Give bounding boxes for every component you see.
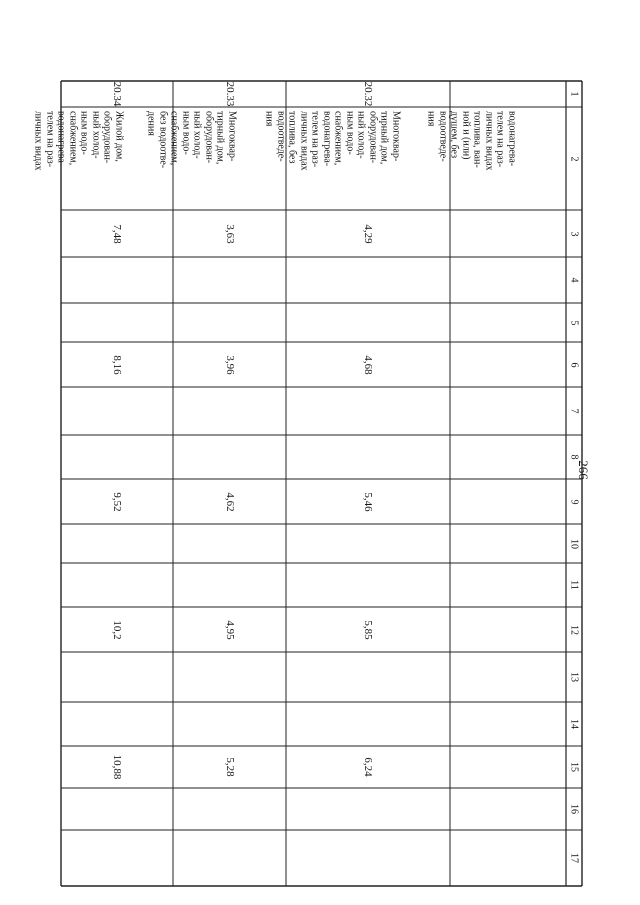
row-code-cell — [173, 81, 286, 107]
rate-value: 10,88 — [111, 754, 123, 780]
value-cell-c12 — [173, 607, 286, 652]
column-number-header — [566, 652, 582, 702]
description-line: снабжением, — [67, 111, 79, 166]
description-line: дения — [146, 111, 157, 136]
value-cell-c3 — [286, 210, 450, 257]
row-code: 20.33 — [223, 81, 236, 107]
description-line: ным водо- — [79, 111, 90, 155]
column-number-header — [566, 746, 582, 788]
rate-value: 6,24 — [362, 757, 374, 777]
value-cell-c15 — [173, 746, 286, 788]
continuation-line: топлива, ван- — [472, 111, 483, 168]
rate-value: 4,68 — [362, 354, 374, 375]
row-code: 20.32 — [362, 81, 374, 107]
column-number: 13 — [568, 672, 580, 682]
description-line: ным водо- — [180, 111, 192, 155]
column-number: 16 — [568, 804, 580, 814]
value-cell-c9 — [286, 479, 450, 524]
continuation-line: душем, без — [449, 111, 460, 159]
description-line: ный холод- — [356, 111, 367, 159]
description-line: оборудован- — [367, 111, 379, 164]
rate-value: 4,95 — [223, 619, 236, 640]
column-number-header — [566, 830, 582, 886]
column-number: 17 — [568, 853, 580, 863]
column-number-header — [566, 257, 582, 303]
column-number: 12 — [568, 624, 580, 635]
description-line: Многоквар- — [226, 111, 238, 162]
description-line: телем на раз- — [44, 111, 56, 168]
row-code-cell — [286, 81, 450, 107]
description-line: ный холод- — [90, 111, 102, 159]
rate-table — [33, 81, 582, 886]
column-number: 3 — [568, 231, 580, 236]
column-number-header — [566, 702, 582, 746]
rate-value: 3,96 — [223, 354, 236, 375]
description-line: водонагрева- — [321, 111, 333, 167]
continuation-description — [426, 107, 566, 210]
value-cell-c15 — [286, 746, 450, 788]
column-number: 9 — [568, 499, 580, 504]
description-line: без водоотве- — [157, 111, 169, 169]
description-line: водоотведе- — [275, 111, 287, 162]
rate-value: 5,28 — [223, 757, 236, 777]
column-number-header — [566, 788, 582, 830]
rate-value: 5,46 — [362, 491, 374, 512]
row-description — [33, 111, 125, 208]
rate-value: 9,52 — [111, 491, 123, 512]
description-line: тирный дом, — [215, 111, 226, 165]
column-number: 14 — [568, 719, 580, 729]
column-number: 6 — [568, 362, 580, 367]
value-cell-c6 — [286, 342, 450, 387]
continuation-line: водоотведе- — [437, 111, 449, 162]
rate-value: 7,48 — [111, 223, 123, 244]
description-line: снабжением, — [333, 111, 344, 166]
column-number-header — [566, 81, 582, 107]
row-code-cell — [61, 81, 173, 107]
description-line: топлива, без — [287, 111, 298, 164]
column-number: 2 — [568, 156, 580, 161]
column-number: 11 — [568, 580, 580, 590]
description-line: личных видах — [298, 111, 310, 171]
description-line: снабжением, — [169, 111, 180, 166]
column-number-header — [566, 303, 582, 342]
value-cell-c15 — [61, 746, 173, 788]
rate-value: 5,85 — [362, 619, 374, 640]
value-cell-c3 — [61, 210, 173, 257]
column-number-header — [566, 607, 582, 652]
description-line: ным водо- — [344, 111, 356, 155]
column-number-header — [566, 563, 582, 607]
row-description-cell — [146, 107, 286, 210]
description-line: оборудован- — [203, 111, 215, 164]
description-line: водонагрева- — [56, 111, 67, 167]
continuation-line: телем на раз- — [495, 111, 506, 168]
rate-value: 4,62 — [223, 491, 236, 512]
rate-value: 4,29 — [362, 223, 374, 244]
column-number-header — [566, 479, 582, 524]
continuation-line: водонагрева- — [506, 111, 518, 167]
column-number-header — [566, 210, 582, 257]
value-cell-c3 — [173, 210, 286, 257]
continuation-line: ния — [426, 111, 437, 127]
description-line: тирный дом, — [379, 111, 390, 165]
description-line: телем на раз- — [310, 111, 321, 168]
column-number-header — [566, 524, 582, 563]
description-line: Жилой дом, — [113, 111, 125, 162]
value-cell-c12 — [286, 607, 450, 652]
column-number-header — [566, 107, 582, 210]
column-number: 5 — [568, 320, 580, 325]
column-number: 8 — [568, 454, 580, 460]
rate-value: 10,2 — [111, 619, 123, 640]
description-line: Многоквар- — [390, 111, 402, 162]
value-cell-c9 — [61, 479, 173, 524]
description-line: ния — [264, 111, 275, 127]
value-cell-c6 — [173, 342, 286, 387]
column-number: 7 — [568, 408, 580, 414]
value-cell-c12 — [61, 607, 173, 652]
page-number: 266 — [576, 460, 591, 480]
row-description-cell — [264, 107, 450, 210]
description-line: личных видах — [33, 111, 44, 171]
column-number: 15 — [568, 762, 580, 772]
continuation-line: личных видах — [483, 111, 495, 171]
value-cell-c9 — [173, 479, 286, 524]
description-line: оборудован- — [102, 111, 113, 164]
description-line: ный холод- — [192, 111, 203, 159]
row-description-cell — [33, 107, 173, 210]
value-cell-c6 — [61, 342, 173, 387]
column-number: 10 — [568, 538, 580, 549]
row-code: 20.34 — [111, 81, 123, 107]
rate-value: 3,63 — [223, 223, 236, 244]
column-number: 1 — [568, 91, 580, 97]
column-number-header — [566, 435, 582, 479]
column-number-header — [566, 342, 582, 387]
rate-value: 8,16 — [111, 354, 123, 375]
continuation-line: ной и (или) — [460, 111, 472, 160]
column-number: 4 — [568, 277, 580, 283]
column-number-header — [566, 387, 582, 435]
